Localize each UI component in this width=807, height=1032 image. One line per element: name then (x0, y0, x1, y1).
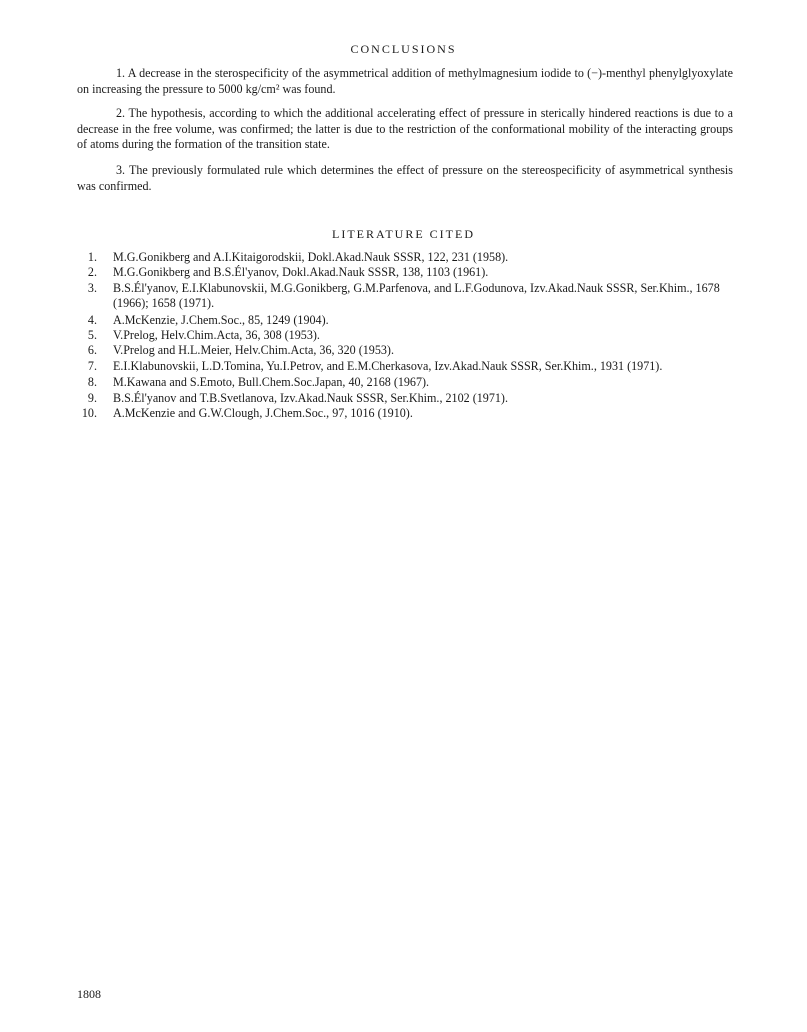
reference-number: 1. (87, 250, 97, 264)
reference-item (77, 250, 737, 265)
page-number: 1808 (77, 987, 101, 1001)
reference-number: 2. (87, 265, 97, 280)
reference-text: M.G.Gonikberg and A.I.Kitaigorodskii, Dokl.Akad.Nauk SSSR, 122, 231 (1958). (113, 250, 509, 264)
reference-text: M.Kawana and S.Emoto, Bull.Chem.Soc.Japan, 40, 2168 (1967). (113, 375, 430, 390)
conclusions-list (77, 66, 733, 203)
reference-text: A.McKenzie and G.W.Clough, J.Chem.Soc., 97, 1016 (1910). (113, 406, 413, 421)
conclusions-heading: CONCLUSIONS (350, 42, 457, 56)
reference-item (77, 359, 737, 374)
reference-text: V.Prelog, Helv.Chim.Acta, 36, 308 (1953). (113, 328, 320, 343)
reference-text: M.G.Gonikberg and B.S.Él'yanov, Dokl.Akad.Nauk SSSR, 138, 1103 (1961). (113, 265, 489, 280)
reference-text: A.McKenzie, J.Chem.Soc., 85, 1249 (1904). (113, 312, 329, 327)
reference-item (77, 328, 737, 343)
reference-number: 9. (87, 390, 97, 405)
reference-item (77, 343, 737, 358)
reference-item (77, 313, 737, 328)
reference-text: V.Prelog and H.L.Meier, Helv.Chim.Acta, 36, 320 (1953). (113, 343, 394, 358)
reference-item (77, 375, 737, 390)
reference-item (77, 406, 737, 421)
reference-text: E.I.Klabunovskii, L.D.Tomina, Yu.I.Petrov, and E.M.Cherkasova, Izv.Akad.Nauk SSSR, Ser.Khim., 1931 (1971). (113, 358, 663, 373)
conclusion-item: 3. The previously formulated rule which determines the effect of pressure on the stereospecificity of asymmetrical synthesis was confirmed. (77, 162, 733, 193)
reference-number: 10. (81, 406, 97, 421)
reference-item (77, 391, 737, 406)
conclusion-item: 2. The hypothesis, according to which the additional accelerating effect of pressure in sterically hindered reactions is due to a decrease in the free volume, was confirmed; the latter is due to the restriction of the conformational mobility of the interacting groups of atoms during the formation of the transition state. (77, 106, 733, 152)
reference-number: 3. (87, 280, 97, 295)
reference-text: B.S.Él'yanov, E.I.Klabunovskii, M.G.Gonikberg, G.M.Parfenova, and L.F.Godunova, Izv.Akad.Nauk SSSR, Ser.Khim., 1678 (1966); 1658 (1971). (113, 280, 720, 311)
reference-number: 4. (87, 312, 97, 327)
reference-number: 8. (87, 375, 97, 390)
conclusion-item: 1. A decrease in the sterospecificity of the asymmetrical addition of methylmagnesium iodide to (−)-menthyl phenylglyoxylate on increasing the pressure to 5000 kg/cm² was found. (77, 66, 733, 96)
reference-number: 7. (87, 358, 97, 373)
reference-number: 5. (87, 328, 97, 343)
references-list (77, 250, 737, 421)
references-heading: LITERATURE CITED (332, 227, 475, 241)
reference-item (77, 265, 737, 280)
reference-item (77, 281, 737, 312)
reference-number: 6. (87, 343, 97, 358)
reference-text: B.S.Él'yanov and T.B.Svetlanova, Izv.Akad.Nauk SSSR, Ser.Khim., 2102 (1971). (113, 390, 508, 405)
